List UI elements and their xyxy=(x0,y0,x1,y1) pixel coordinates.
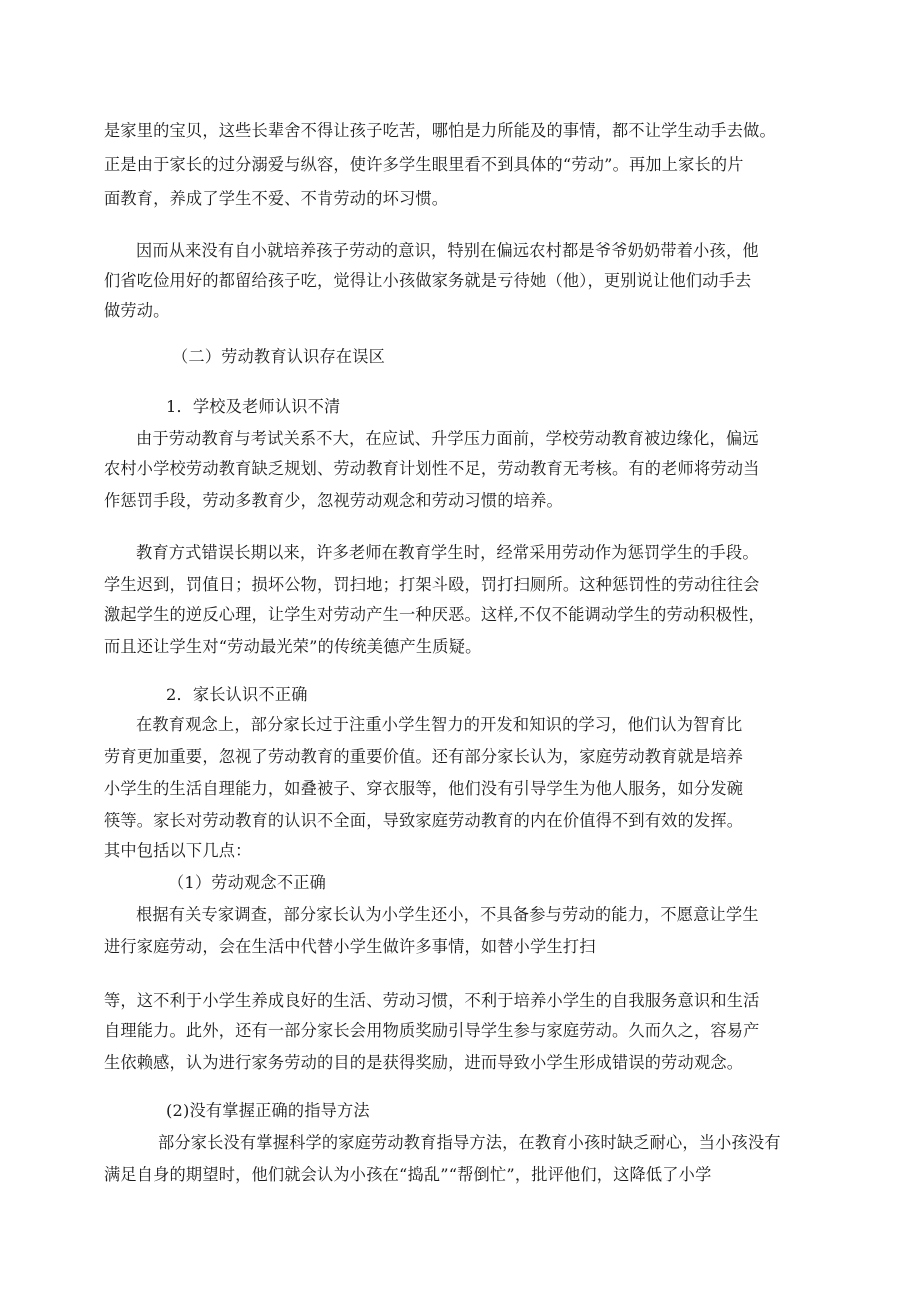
paragraph-line: 作惩罚手段，劳动多教育少，忽视劳动观念和劳动习惯的培养。 xyxy=(104,491,563,510)
list-item-heading: （1）劳动观念不正确 xyxy=(168,873,326,892)
paragraph-line: 其中包括以下几点： xyxy=(104,841,252,860)
paragraph-line: 劳育更加重要，忽视了劳动教育的重要价值。还有部分家长认为，家庭劳动教育就是培养 xyxy=(104,747,744,766)
paragraph-line: 做劳动。 xyxy=(104,301,170,320)
paragraph-line: 生依赖感，认为进行家务劳动的目的是获得奖励，进而导致小学生形成错误的劳动观念。 xyxy=(104,1053,744,1072)
paragraph-line: 进行家庭劳动，会在生活中代替小学生做许多事情，如替小学生打扫 xyxy=(104,937,596,956)
paragraph-line: 部分家长没有掌握科学的家庭劳动教育指导方法，在教育小孩时缺乏耐心，当小孩没有 xyxy=(158,1133,781,1152)
paragraph-line: 而且还让学生对“劳动最光荣”的传统美德产生质疑。 xyxy=(104,637,482,656)
paragraph-line: 激起学生的逆反心理，让学生对劳动产生一种厌恶。这样,不仅不能调动学生的劳动积极性， xyxy=(104,605,765,624)
paragraph-line: 正是由于家长的过分溺爱与纵容，使许多学生眼里看不到具体的“劳动”。再加上家长的片 xyxy=(104,155,744,174)
paragraph-line: 根据有关专家调查，部分家长认为小学生还小，不具备参与劳动的能力，不愿意让学生 xyxy=(136,905,759,924)
paragraph-line: 因而从来没有自小就培养孩子劳动的意识，特别在偏远农村都是爷爷奶奶带着小孩，他 xyxy=(136,241,759,260)
paragraph-line: 小学生的生活自理能力，如叠被子、穿衣服等，他们没有引导学生为他人服务，如分发碗 xyxy=(104,779,744,798)
subsection-heading: 2．家长认识不正确 xyxy=(166,685,308,704)
subsection-heading: 1．学校及老师认识不清 xyxy=(166,397,341,416)
paragraph-line: 由于劳动教育与考试关系不大，在应试、升学压力面前，学校劳动教育被边缘化，偏远 xyxy=(136,429,759,448)
paragraph-line: 农村小学校劳动教育缺乏规划、劳动教育计划性不足，劳动教育无考核。有的老师将劳动当 xyxy=(104,459,760,478)
paragraph-line: 在教育观念上，部分家长过于注重小学生智力的开发和知识的学习，他们认为智育比 xyxy=(136,715,743,734)
paragraph-line: 们省吃俭用好的都留给孩子吃，觉得让小孩做家务就是亏待她（他），更别说让他们动手去 xyxy=(104,271,752,290)
section-heading: （二）劳动教育认识存在误区 xyxy=(172,347,386,366)
paragraph-line: 面教育，养成了学生不爱、不肯劳动的坏习惯。 xyxy=(104,189,449,208)
paragraph-line: 是家里的宝贝，这些长辈舍不得让孩子吃苦，哪怕是力所能及的事情，都不让学生动手去做。 xyxy=(104,121,776,140)
paragraph-line: 筷等。家长对劳动教育的认识不全面，导致家庭劳动教育的内在价值得不到有效的发挥。 xyxy=(104,811,744,830)
list-item-heading: (2)没有掌握正确的指导方法 xyxy=(166,1101,370,1120)
paragraph-line: 教育方式错误长期以来，许多老师在教育学生时，经常采用劳动作为惩罚学生的手段。 xyxy=(136,543,759,562)
paragraph-line: 满足自身的期望时，他们就会认为小孩在“捣乱”“帮倒忙”，批评他们，这降低了小学 xyxy=(104,1165,712,1184)
paragraph-line: 自理能力。此外，还有一部分家长会用物质奖励引导学生参与家庭劳动。久而久之，容易产 xyxy=(104,1021,760,1040)
paragraph-line: 等，这不利于小学生养成良好的生活、劳动习惯，不利于培养小学生的自我服务意识和生活 xyxy=(104,991,760,1010)
paragraph-line: 学生迟到，罚值日；损坏公物，罚扫地；打架斗殴，罚打扫厕所。这种惩罚性的劳动往往会 xyxy=(104,575,760,594)
